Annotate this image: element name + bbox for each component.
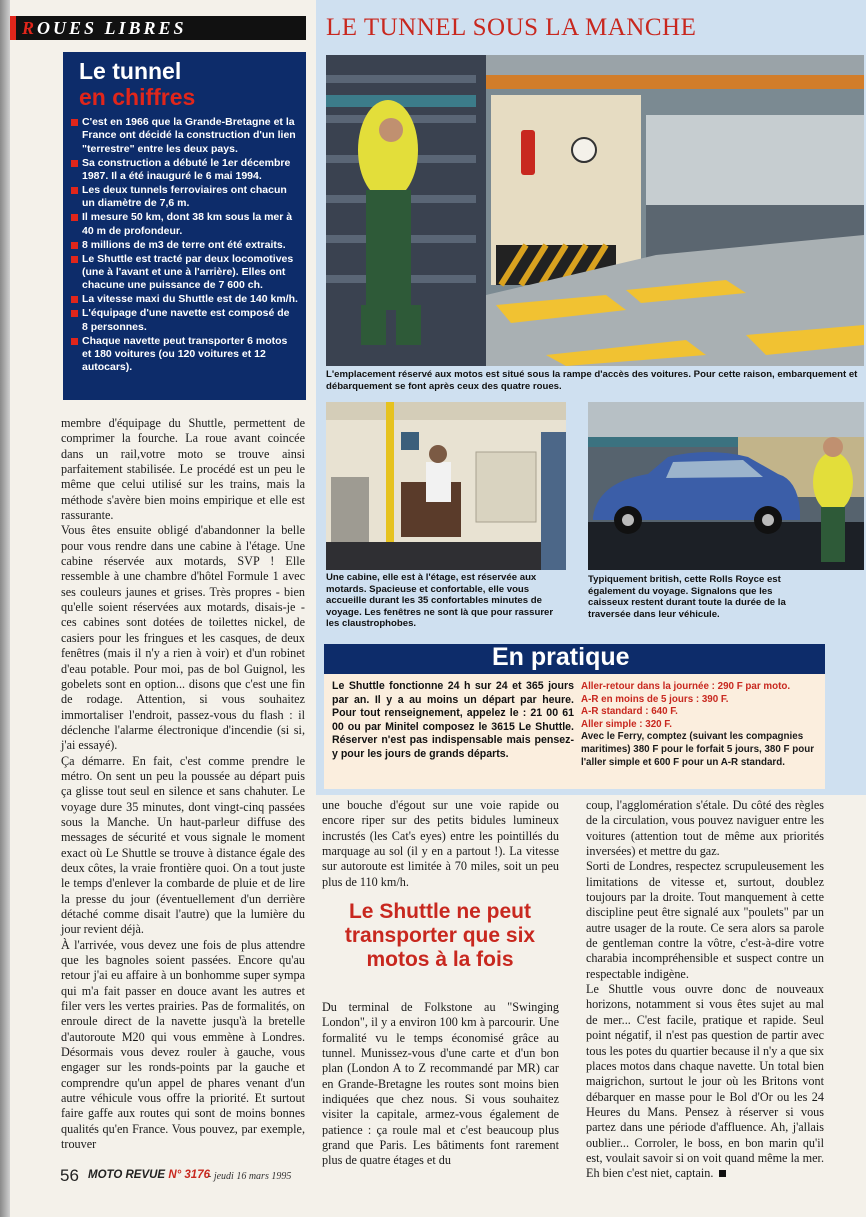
price-line: A-R standard : 640 F. xyxy=(581,706,678,718)
price-line: Aller simple : 320 F. xyxy=(581,718,672,730)
body-column-middle-top xyxy=(322,798,559,890)
photo-rolls-royce-drawing xyxy=(588,402,864,570)
section-label-initial: R xyxy=(22,18,38,38)
fact-item: Le Shuttle est tracté par deux locomotives (une à l'avant et une à l'arrière). Elles ont chacune une puissance de 7 600 ch. xyxy=(71,253,298,293)
paragraph: Vous êtes ensuite obligé d'abandonner la belle pour vous rendre dans une cabine à l'étage. Une cabine réservée aux motards, SVP ! Elle ressemble à une chambre d'hôtel Formule 1 avec ses couleurs jaunes et grises. Très propres - bien qu'elle soient réservées aux motards, disais-je - ces cabines sont dotées de toilettes nickel, de casiers pour les fringues et les casques, de deux fenêtres (mais il n'y a rien à voir) et d'un robinet d'eau potable. Pour moi, pas de bol Guignol, les gobelets sont en option... disons que c'est une fin de rodage. Attention, si vous souhaitez immortaliser l'endroit, passez-vous du flash : il déclenche l'alarme électronique d'incendie (si si, j'ai essayé). xyxy=(61,523,305,753)
fact-item: Les deux tunnels ferroviaires ont chacun un diamètre de 7,6 m. xyxy=(71,184,298,211)
section-tab-mark xyxy=(10,16,16,40)
paragraph: Sorti de Londres, respectez scrupuleusement les limitations de vitesse et, surtout, doublez toujours par la droite. Tout manquement à cette discipline peut être signalé aux "poulets" par un autre usager de la route. Ce sera alors sa parole de gentleman contre la vôtre, c'est-à-dire votre charabia incompréhensible et suspect contre un respectable indigène. xyxy=(586,859,824,981)
page-number: 56 xyxy=(60,1166,79,1185)
body-column-right xyxy=(586,798,824,1182)
paragraph: membre d'équipage du Shuttle, permettent de comprimer la fourche. La roue avant coincée dans un rail,votre moto se trouve ainsi parfaitement stabilisée. Le procédé est un peu le même que celui utilisé sur les trains, mais la méthode s'avère bien moins empirique et elle est rassurante. xyxy=(61,416,305,523)
paragraph xyxy=(586,982,824,1181)
body-column-middle-bottom xyxy=(322,1000,559,1169)
paragraph-text: Le Shuttle vous ouvre donc de nouveaux horizons, notamment si vous êtes sujet au mal de mer... C'est facile, pratique et rapide. Seul point négatif, il n'est pas question de partir avec tous les potes du quartier because il n'y a que six places motos dans chaque navette. Un total bien maigrichon, surtout le jour où les Britons vont débarquer en masse pour le Bol d'Or ou les 24 Heures du Mans. Pensez à réserver si vous partez dans une période d'affluence. Ah, j'allais oublier... Corroler, le boss, en bon marin qu'il est, voulait savoir si on voit quand même la mer. Eh bien c'est niet, captain. xyxy=(586,982,824,1181)
magazine-name: MOTO REVUE xyxy=(88,1169,166,1181)
paragraph: Du terminal de Folkstone au "Swinging London", il y a environ 100 km à parcourir. Une formalité vu le temps économisé grâce au tunnel. Munissez-vous d'une carte et d'un bon plan (London A to Z recommandé par MR) car en Grande-Bretagne les routes sont moins bien indiquées que chez nous. Si vous souhaitez visiter la capitale, armez-vous également de patience : ça roule mal et c'est beaucoup plus grand que Paris. Les bâtiments font rarement plus de quatre étages et du xyxy=(322,1000,559,1168)
fact-item: La vitesse maxi du Shuttle est de 140 km/h. xyxy=(71,293,298,306)
fact-item: L'équipage d'une navette est composé de 8 personnes. xyxy=(71,307,298,334)
price-line: A-R en moins de 5 jours : 390 F. xyxy=(581,693,729,705)
section-label-rest: OUES LIBRES xyxy=(37,18,187,38)
paragraph: Ça démarre. En fait, c'est comme prendre le métro. On sent un peu la poussée au départ puis ça glisse tout seul en silence et sans chahuter. Le voyage dure 35 minutes, dont vingt-cinq passées sous la Manche. Un haut-parleur diffuse des messages de sécurité et vous signale le moment exact où Le Shuttle se trouve à distance égale des deux côtes, la vraie frontière quoi. On a tout juste le temps d'enlever la combarde de pluie et de lire la presse du jour (éventuellement d'un derrière détaché comme disait l'autre) que la lumière du jour revient déjà. xyxy=(61,753,305,937)
issue-number: N° 3176 xyxy=(168,1169,210,1181)
photo-motorcycle-bay-drawing xyxy=(326,55,864,366)
fact-item: C'est en 1966 que la Grande-Bretagne et la France ont décidé la construction d'un lien "terrestre" entre les deux pays. xyxy=(71,116,298,156)
photo-motorcycle-bay xyxy=(326,55,864,366)
issue-date: - jeudi 16 mars 1995 xyxy=(208,1171,292,1182)
caption-motorcycle-bay: L'emplacement réservé aux motos est situé sous la rampe d'accès des voitures. Pour cette raison, embarquement et débarquement se font après ceux des quatre roues. xyxy=(326,369,858,392)
paragraph: une bouche d'égout sur une voie rapide ou encore riper sur des petits bidules lumineux incrustés (les Cat's eyes) entre les pointillés du marquage au sol (il y en a partout !). La vitesse sur autoroute est limitée à 70 miles, soit un peu plus de 110 km/h. xyxy=(322,798,559,889)
pratique-box xyxy=(324,644,825,789)
facts-list xyxy=(71,116,298,375)
photo-rolls-royce xyxy=(588,402,864,570)
fact-item: 8 millions de m3 de terre ont été extraits. xyxy=(71,239,298,252)
page-title: LE TUNNEL SOUS LA MANCHE xyxy=(326,14,697,41)
fact-item: Il mesure 50 km, dont 38 km sous la mer à 40 m de profondeur. xyxy=(71,211,298,238)
fact-item: Sa construction a débuté le 1er décembre 1987. Il a été inauguré le 6 mai 1994. xyxy=(71,157,298,184)
end-mark-icon xyxy=(719,1170,726,1177)
pratique-title: En pratique xyxy=(492,643,630,671)
footer-magazine xyxy=(88,1169,210,1181)
ferry-note: Avec le Ferry, comptez (suivant les compagnies maritimes) 380 F pour le forfait 5 jours, 380 F pour l'aller simple et 600 F pour un A-R standard. xyxy=(581,731,815,768)
photo-cabin-drawing xyxy=(326,402,566,570)
facts-title-line1: Le tunnel xyxy=(79,58,182,84)
price-line: Aller-retour dans la journée : 290 F par moto. xyxy=(581,681,791,692)
facts-box xyxy=(63,52,306,400)
pratique-prices xyxy=(581,681,821,769)
shuttle-heading: Le Shuttle ne peut transporter que six motos à la fois xyxy=(344,900,536,971)
body-column-left xyxy=(61,416,305,1153)
page-spine xyxy=(0,0,10,1217)
section-label xyxy=(14,16,306,40)
pratique-info: Le Shuttle fonctionne 24 h sur 24 et 365 jours par an. Il y a au moins un départ par heure. Pour tout renseignement, appelez le : 21 00 61 00 ou par Minitel composez le 3615 Le Shuttle. Réserver n'est pas indispensable mais pensez-y pour les jours de grands départs. xyxy=(332,680,574,760)
caption-cabin: Une cabine, elle est à l'étage, est réservée aux motards. Spacieuse et confortable, elle vous accueille durant les 35 confortables minutes de voyage. Les fenêtres ne sont là que pour rassurer les claustrophobes. xyxy=(326,572,554,630)
paragraph: coup, l'agglomération s'étale. Du côté des règles de la circulation, vous pouvez naviguer entre les voitures (attention tout de même aux priorités inversées) et mettre du gaz. xyxy=(586,798,824,859)
facts-title-line2: en chiffres xyxy=(79,84,196,110)
pratique-title-bar xyxy=(324,644,825,674)
paragraph: À l'arrivée, vous devez une fois de plus attendre que les bagnoles soient passées. Encore qu'au retour j'ai eu affaire à un bonhomme super sympa qui m'a fait passer en douce avant les autres et filer vers les vertes prairies. Pas de formalités, on enroule direct de la navette jusqu'à la bretelle d'autoroute M20 qui vous emmène à Londres. Désormais vous devez rouler à gauche, vous engager sur les ronds-points par la gauche et comprendre qu'un appel de phares venant d'un autre véhicule vous offre la priorité. Et surtout faire gaffe aux routes qui sont de moins bonnes qualités qu'en France. Vous pouvez, par exemple, trouver xyxy=(61,937,305,1152)
fact-item: Chaque navette peut transporter 6 motos et 180 voitures (ou 120 voitures et 12 autocars). xyxy=(71,335,298,375)
photo-cabin xyxy=(326,402,566,570)
caption-rolls-royce: Typiquement british, cette Rolls Royce est également du voyage. Signalons que les caisseux restent durant toute la durée de la traversée dans leur véhicule. xyxy=(588,574,786,620)
